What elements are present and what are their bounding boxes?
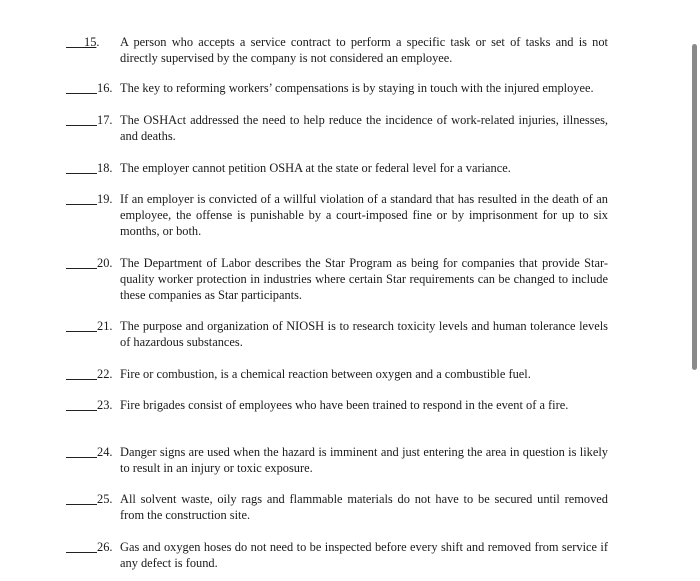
question-number: 17. [97, 113, 113, 127]
question-text: If an employer is convicted of a willful violation of a standard that has resulted in the death of an employee, the offense is punishable by a court-imposed fine or by imprisonment for up to six months, or both. [120, 192, 608, 238]
question-number: 16. [97, 81, 113, 95]
answer-blank[interactable] [66, 255, 97, 269]
question-number: 18. [97, 161, 113, 175]
question-number: 19. [97, 192, 113, 206]
answer-blank[interactable] [66, 491, 97, 505]
question-number: 15. [84, 35, 100, 49]
question-number: 21. [97, 319, 113, 333]
question-number: 20. [97, 256, 113, 270]
answer-blank[interactable] [66, 112, 97, 126]
question-number: 25. [97, 492, 113, 506]
answer-blank[interactable] [66, 34, 84, 48]
question-text: All solvent waste, oily rags and flammable materials do not have to be secured until removed from the construction site. [120, 492, 608, 522]
question-text: The purpose and organization of NIOSH is to research toxicity levels and human tolerance levels of hazardous substances. [120, 319, 608, 349]
question-text: A person who accepts a service contract to perform a specific task or set of tasks and is not directly supervised by the company is not considered an employee. [120, 35, 608, 65]
question-number: 26. [97, 540, 113, 554]
question-text: Danger signs are used when the hazard is imminent and just entering the area in question is likely to result in an injury or toxic exposure. [120, 445, 608, 475]
vertical-scrollbar[interactable] [692, 44, 697, 370]
question-text: The key to reforming workers’ compensations is by staying in touch with the injured employee. [120, 81, 594, 95]
answer-blank[interactable] [66, 318, 97, 332]
question-text: The Department of Labor describes the Star Program as being for companies that provide Star-quality worker protection in industries where certain Star requirements can be changed to include these companies as Star participants. [120, 256, 608, 302]
answer-blank[interactable] [66, 80, 97, 94]
question-number: 23. [97, 398, 113, 412]
answer-blank[interactable] [66, 191, 97, 205]
answer-blank[interactable] [66, 160, 97, 174]
answer-blank[interactable] [66, 539, 97, 553]
question-number: 22. [97, 367, 113, 381]
question-text: The OSHAct addressed the need to help reduce the incidence of work-related injuries, illnesses, and deaths. [120, 113, 608, 143]
question-text: Gas and oxygen hoses do not need to be inspected before every shift and removed from service if any defect is found. [120, 540, 608, 570]
question-text: Fire brigades consist of employees who have been trained to respond in the event of a fire. [120, 398, 569, 412]
answer-blank[interactable] [66, 366, 97, 380]
question-text: Fire or combustion, is a chemical reaction between oxygen and a combustible fuel. [120, 367, 531, 381]
question-number: 24. [97, 445, 113, 459]
answer-blank[interactable] [66, 397, 97, 411]
question-text: The employer cannot petition OSHA at the state or federal level for a variance. [120, 161, 511, 175]
answer-blank[interactable] [66, 444, 97, 458]
